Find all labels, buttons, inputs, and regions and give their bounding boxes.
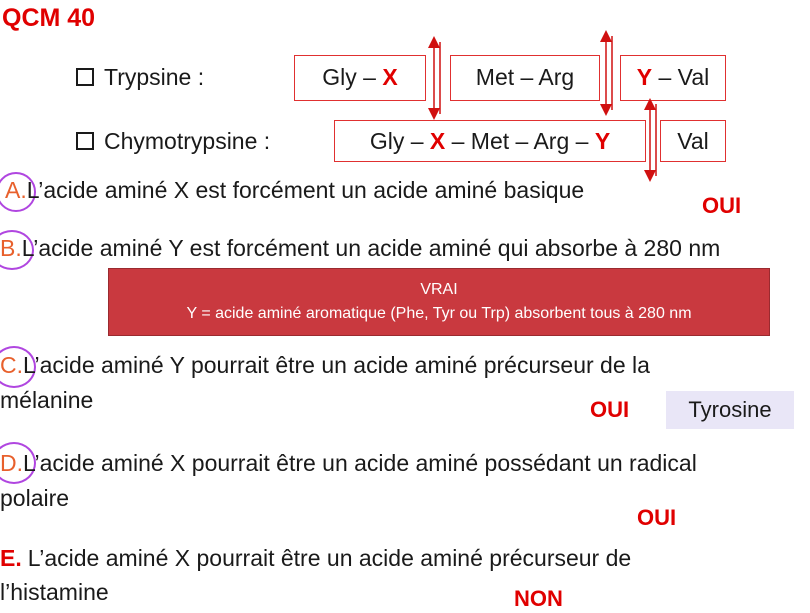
question-a (5, 177, 584, 204)
question-d-line1 (0, 450, 697, 477)
question-d-line2: polaire (0, 485, 70, 511)
verdict-c: OUI (590, 397, 630, 422)
verdict-a: OUI (702, 193, 742, 218)
verdict-d: OUI (637, 505, 677, 530)
question-a-letter: A. (5, 177, 27, 203)
trypsin-fragment-2: Met – Arg (450, 55, 600, 101)
verdict-e: NON (514, 586, 563, 611)
question-d-letter: D. (0, 450, 23, 476)
trypsin-cleavage-arrow-1 (434, 42, 440, 114)
residue-x: X (429, 128, 446, 154)
banner-verdict: VRAI (420, 281, 458, 298)
banner-explanation: Y = acide aminé aromatique (Phe, Tyr ou Trp) absorbent tous à 280 nm (186, 305, 692, 322)
answer-banner (108, 268, 770, 336)
residue-y: Y (636, 64, 653, 90)
question-e-line1 (0, 545, 631, 572)
question-b-text: L’acide aminé Y est forcément un acide aminé qui absorbe à 280 nm (21, 235, 721, 261)
question-c-text: L’acide aminé Y pourrait être un acide aminé précurseur de la (23, 352, 650, 378)
question-c-line1 (0, 352, 650, 379)
question-b (0, 235, 720, 262)
question-c-letter: C. (0, 352, 23, 378)
trypsin-cleavage-arrow-2 (606, 36, 612, 110)
page-title: QCM 40 (2, 4, 96, 32)
question-e-letter: E. (0, 545, 22, 571)
enzyme-chymotrypsin-label: Chymotrypsine : (104, 128, 271, 154)
question-e-line2: l’histamine (0, 579, 109, 605)
chymo-fragment-1: Gly – X – Met – Arg – Y (334, 120, 646, 162)
enzyme-trypsin-label: Trypsine : (104, 64, 205, 90)
cleavage-arrows (0, 0, 810, 200)
question-a-text: L’acide aminé X est forcément un acide aminé basique (26, 177, 585, 203)
question-b-letter: B. (0, 235, 22, 261)
trypsin-fragment-3: Y – Val (620, 55, 726, 101)
residue-y: Y (594, 128, 611, 154)
question-c-line2: mélanine (0, 387, 94, 413)
chymo-fragment-2: Val (660, 120, 726, 162)
chymotrypsin-cleavage-arrow (650, 104, 656, 176)
trypsin-fragment-1: Gly – X (294, 55, 426, 101)
question-e-text: L’acide aminé X pourrait être un acide aminé précurseur de (27, 545, 632, 571)
residue-x: X (382, 64, 398, 90)
hint-box: Tyrosine (666, 391, 794, 429)
question-d-text: L’acide aminé X pourrait être un acide aminé possédant un radical (23, 450, 697, 476)
